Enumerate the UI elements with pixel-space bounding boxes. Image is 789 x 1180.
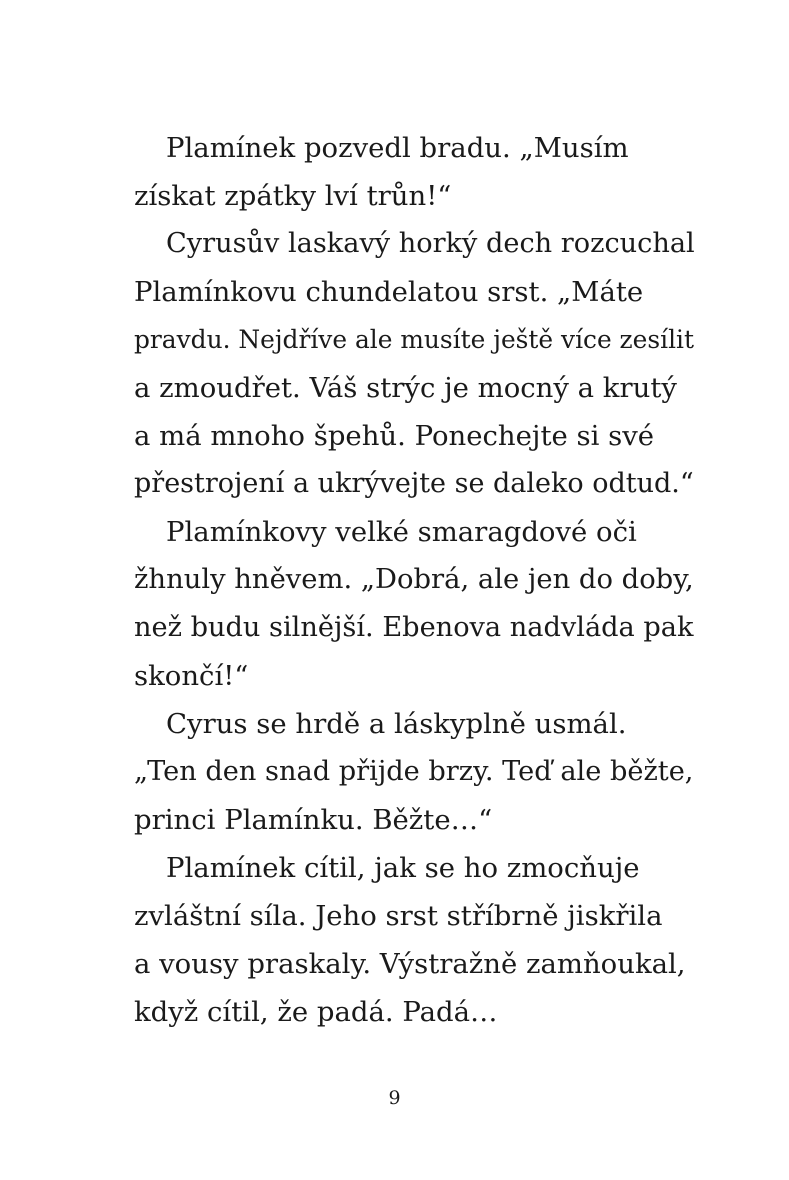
page-number: 9 [388,1087,401,1109]
paragraph-4 [134,700,694,844]
text-line: princi Plamínku. Běžte…“ [134,804,493,836]
paragraph-5 [134,844,694,1036]
text-line: skončí!“ [134,660,249,692]
text-line: přestrojení a ukrývejte se daleko odtud.“ [134,468,694,499]
text-line: Plamínkovy velké smaragdové oči [166,516,637,548]
text-line: „Ten den snad přijde brzy. Teď ale běžte, [134,756,694,787]
text-line: Plamínkovu chundelatou srst. „Máte [134,276,644,308]
paragraph-2 [134,220,694,508]
text-line: a má mnoho špehů. Ponechejte si své [134,420,655,452]
text-line: a zmoudřet. Váš strýc je mocný a krutý [134,372,677,404]
text-line: a vousy praskaly. Výstražně zamňoukal, [134,948,686,980]
text-line: Cyrus se hrdě a láskyplně usmál. [166,708,627,740]
text-line: než budu silnější. Ebenova nadvláda pak [134,612,694,643]
text-line: Plamínek pozvedl bradu. „Musím [166,132,629,164]
text-line: Plamínek cítil, jak se ho zmocňuje [166,852,640,884]
text-line: zvláštní síla. Jeho srst stříbrně jiskřila [134,900,663,932]
body-text [134,124,694,1036]
text-line: získat zpátky lví trůn!“ [134,180,452,212]
text-line: když cítil, že padá. Padá… [134,996,498,1028]
text-line: žhnuly hněvem. „Dobrá, ale jen do doby, [134,564,694,595]
paragraph-1 [134,124,694,220]
text-line: Cyrusův laskavý horký dech rozcuchal [166,228,695,259]
text-line: pravdu. Nejdříve ale musíte ještě více zesílit [134,325,694,354]
paragraph-3 [134,508,694,700]
